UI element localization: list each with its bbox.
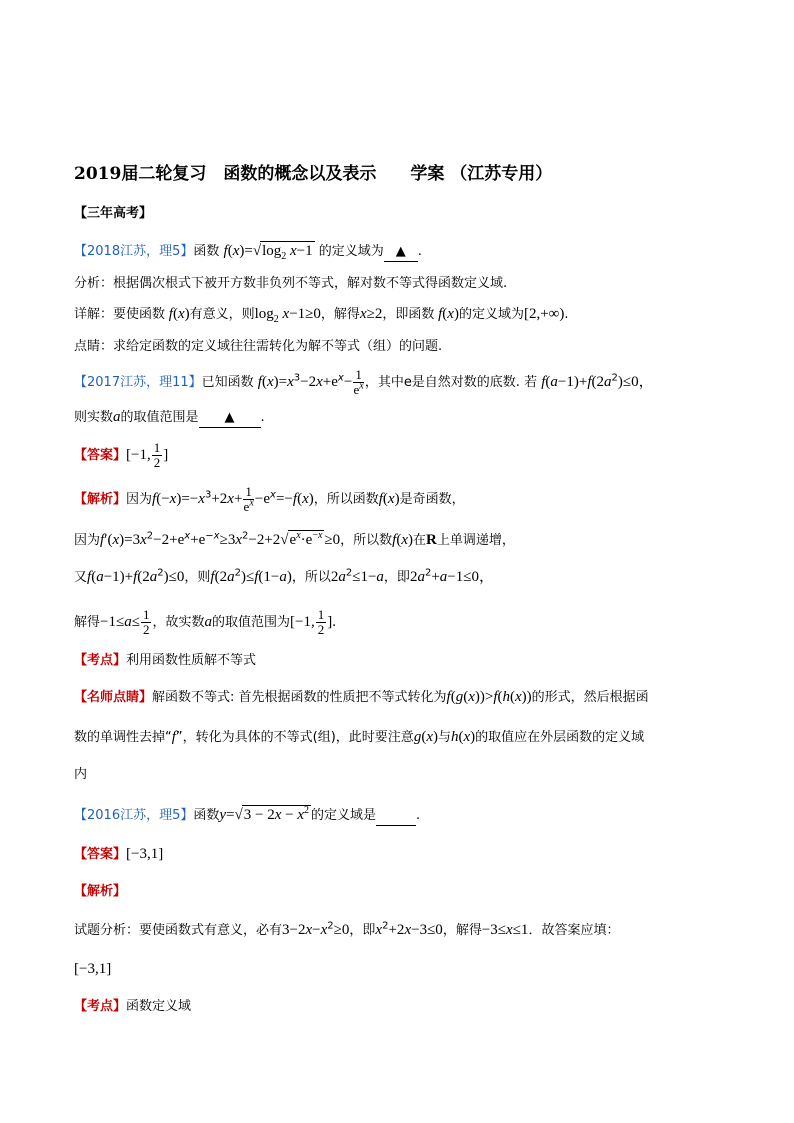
answer-blank: ▲ [199, 409, 261, 428]
problem-2-tip-2: 数的单调性去掉“f”，转化为具体的不等式(组)，此时要注意g(x)与h(x)的取值应在外层函数的定义域 [74, 729, 645, 745]
problem-2-statement: 【2017江苏，理11】已知函数 $f(x)=x^3-2x+e^x-$ $\frac{1}{e^x}$ ，其中e是自然对数的底数. 若 $f(a-1)+f(2a^2)\le 0$， [74, 367, 654, 397]
problem-3-answer: 【答案】[−3,1] [74, 846, 164, 862]
problem-2-tip-1: 【名师点睛】解函数不等式: 首先根据函数的性质把不等式转化为f(g(x))>f(h(x))的形式，然后根据函 [74, 689, 649, 705]
problem-1-detail: 详解：要使函数 f(x)有意义，则$\log_2 x-1\ge 0$，解得x≥2，即函数 f(x)的定义域为[2,+∞). [74, 306, 569, 325]
problem-3-tag: 【2016江苏，理5】 [74, 808, 194, 823]
problem-2-answer: 【答案】[−1, $\frac{1}{2}$ ] [74, 440, 169, 470]
page-title: 2019届二轮复习 函数的概念以及表示 学案 （江苏专用） [74, 164, 553, 184]
problem-2-analysis-2: 因为$f'(x)=3x^2-2+e^x+e^{-x}\ge 3x^2-2+2√e^x\cdot e^{-x} \ge 0$，所以数f(x)在R上单调递增， [74, 530, 515, 548]
problem-2-tag: 【2017江苏，理11】 [74, 375, 202, 390]
problem-2-kaodian: 【考点】利用函数性质解不等式 [74, 653, 257, 668]
problem-3-statement: 【2016江苏，理5】函数$y=√3 - 2x - x^2$ 的定义域是 . [74, 805, 754, 826]
problem-3-answer-fill: [−3,1] [74, 961, 112, 977]
problem-1-analysis: 分析：根据偶次根式下被开方数非负列不等式，解对数不等式得函数定义域. [74, 276, 508, 291]
problem-1-statement: 【2018江苏，理5】函数 $f(x)=√\log_2$ x−1 的定义域为 ▲ . [74, 243, 422, 262]
problem-3-analysis: 试题分析：要使函数式有意义，必有$3-2x-x^2\ge 0$，即$x^2+2x-3\le 0$，解得−3≤x≤1．故答案应填： [74, 920, 620, 938]
problem-1-tag: 【2018江苏，理5】 [74, 244, 194, 259]
answer-blank: ▲ [384, 243, 418, 262]
problem-2-analysis-3: 又$f(a-1)+f(2a^2)\le 0$，则$f(2a^2)\le f(1-a)$，所以$2a^2\le 1-a$，即$2a^2+a-1\le 0$， [74, 567, 494, 585]
problem-1-remark: 点睛：求给定函数的定义域往往需转化为解不等式（组）的问题. [74, 339, 443, 354]
problem-2-analysis-4: 解得−1≤a≤ $\frac{1}{2}$ ，故实数a的取值范围为[−1, $\frac{1}{2}$ ]. [74, 607, 336, 637]
problem-2-tip-3: 内 [74, 767, 88, 782]
section-header: 【三年高考】 [74, 206, 153, 221]
problem-2-analysis-1: 【解析】因为$f(-x)=-x^3+2x+$ $\frac{1}{e^x}$ $-e^x=-f(x)$，所以函数f(x)是奇函数， [74, 484, 465, 514]
problem-3-analysis-tag: 【解析】 [74, 884, 127, 899]
problem-3-kaodian: 【考点】函数定义域 [74, 999, 192, 1014]
problem-2-question: 则实数a的取值范围是 ▲ . [74, 408, 754, 428]
